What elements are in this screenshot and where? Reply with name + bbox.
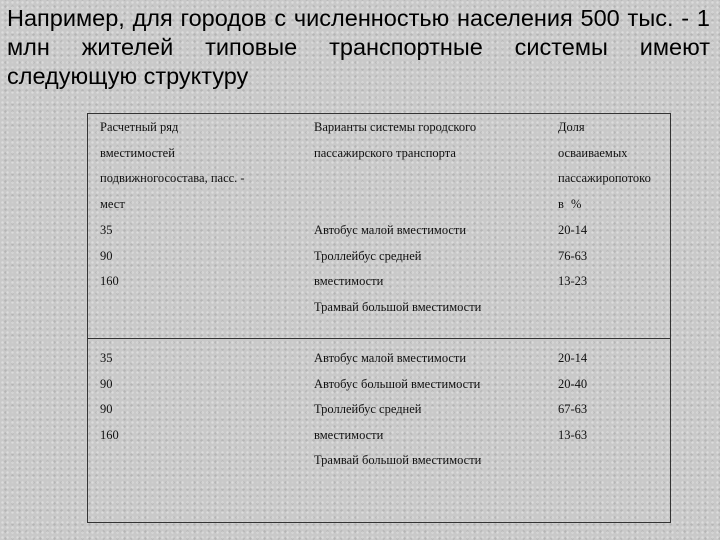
transport-structure-table [87, 113, 671, 523]
header-text: подвижногосостава, пасс. - [100, 171, 245, 185]
group2-share-values [558, 346, 587, 448]
table-cell: 13-23 [558, 274, 588, 288]
table-cell: Трамвай большой вместимости [314, 299, 482, 314]
group1-system-variants [314, 218, 481, 320]
header-text: осваиваемых [558, 145, 628, 160]
group1-capacity-values [100, 218, 119, 295]
group-divider [88, 338, 670, 339]
table-cell: Троллейбус средней [314, 402, 422, 416]
table-cell: 67-63 [558, 402, 588, 416]
table-cell: 160 [100, 427, 119, 442]
table-cell: 20-14 [558, 351, 588, 365]
header-col-share [558, 115, 651, 217]
table-cell: вместимости [314, 274, 384, 288]
header-text: Варианты системы городского [314, 120, 477, 134]
header-text: вместимостей [100, 145, 175, 160]
table-cell: 90 [100, 376, 113, 391]
header-col-system-variants [314, 115, 476, 166]
table-cell: Автобус большой вместимости [314, 376, 481, 391]
table-cell: вместимости [314, 427, 384, 442]
table-cell: 160 [100, 274, 119, 288]
header-text: пассажиропотоко [558, 171, 651, 185]
table-cell: 20-14 [558, 223, 588, 237]
table-cell: Трамвай большой вместимости [314, 453, 482, 467]
table-cell: 90 [100, 402, 113, 416]
group1-share-values [558, 218, 587, 295]
header-text: в % [558, 196, 584, 211]
header-text: Расчетный ряд [100, 120, 179, 134]
slide-heading: Например, для городов с численностью населения 500 тыс. - 1 млн жителей типовые транспортные системы имеют следующую структуру [7, 5, 710, 89]
table-cell: 90 [100, 248, 113, 263]
table-cell: Автобус малой вместимости [314, 351, 467, 365]
header-text: мест [100, 196, 125, 211]
table-cell: 35 [100, 351, 113, 365]
table-cell: Троллейбус средней [314, 248, 422, 263]
header-col-capacity-range [100, 115, 245, 217]
group2-capacity-values [100, 346, 119, 448]
header-text: Доля [558, 120, 585, 134]
table-cell: 13-63 [558, 427, 588, 442]
group2-system-variants [314, 346, 481, 474]
table-cell: Автобус малой вместимости [314, 223, 467, 237]
table-cell: 20-40 [558, 376, 588, 391]
header-text: пассажирского транспорта [314, 145, 456, 160]
table-cell: 35 [100, 223, 113, 237]
table-cell: 76-63 [558, 248, 588, 263]
